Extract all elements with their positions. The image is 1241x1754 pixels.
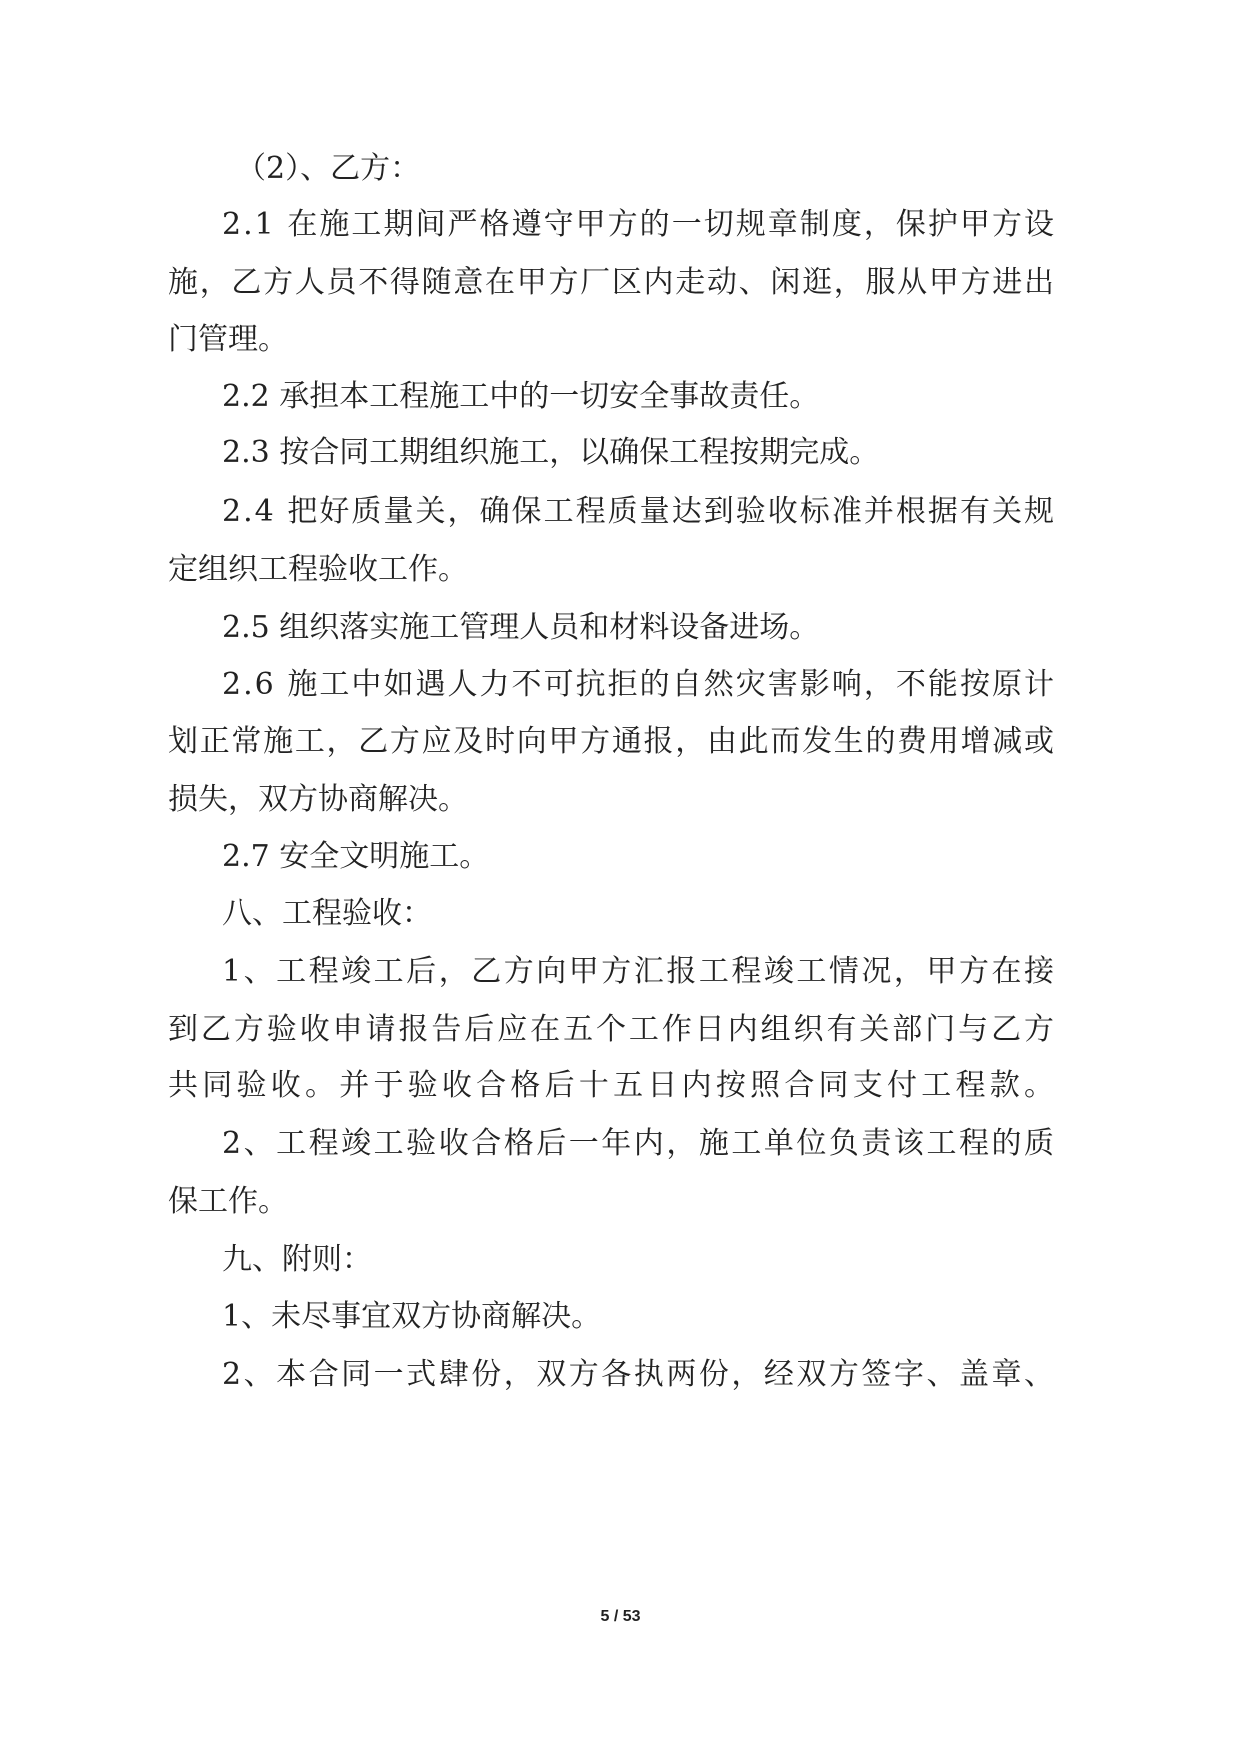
text-line: 2、工程竣工验收合格后一年内，施工单位负责该工程的质 (222, 1126, 1057, 1161)
page-number: 5 / 53 (600, 1608, 641, 1625)
text-line: 施，乙方人员不得随意在甲方厂区内走动、闲逛，服从甲方进出 (168, 265, 1056, 300)
text-line: 2.5 组织落实施工管理人员和材料设备进场。 (222, 610, 820, 645)
text-line: 划正常施工，乙方应及时向甲方通报，由此而发生的费用增减或 (168, 724, 1056, 759)
text-line: 定组织工程验收工作。 (168, 552, 468, 587)
text-line: 2.6 施工中如遇人力不可抗拒的自然灾害影响，不能按原计 (222, 667, 1057, 702)
text-line: （2）、乙方： (236, 151, 421, 186)
text-line: 2.4 把好质量关，确保工程质量达到验收标准并根据有关规 (222, 494, 1057, 529)
text-line: 2.7 安全文明施工。 (222, 839, 490, 874)
text-line: 2.3 按合同工期组织施工，以确保工程按期完成。 (222, 435, 880, 470)
text-line: 2、本合同一式肆份，双方各执两份，经双方签字、盖章、 (222, 1357, 1057, 1392)
text-line: 2.2 承担本工程施工中的一切安全事故责任。 (222, 379, 820, 414)
section-heading: 八、工程验收： (222, 896, 432, 931)
text-line: 2.1 在施工期间严格遵守甲方的一切规章制度，保护甲方设 (222, 207, 1057, 242)
text-line: 门管理。 (168, 322, 288, 357)
text-line: 保工作。 (168, 1184, 288, 1219)
text-line: 损失，双方协商解决。 (168, 782, 468, 817)
section-heading: 九、附则： (222, 1242, 372, 1277)
text-line: 1、未尽事宜双方协商解决。 (222, 1299, 602, 1334)
text-line: 到乙方验收申请报告后应在五个工作日内组织有关部门与乙方 (168, 1012, 1057, 1047)
text-line: 共同验收。并于验收合格后十五日内按照合同支付工程款。 (168, 1068, 1059, 1103)
text-line: 1、工程竣工后，乙方向甲方汇报工程竣工情况，甲方在接 (222, 954, 1057, 989)
